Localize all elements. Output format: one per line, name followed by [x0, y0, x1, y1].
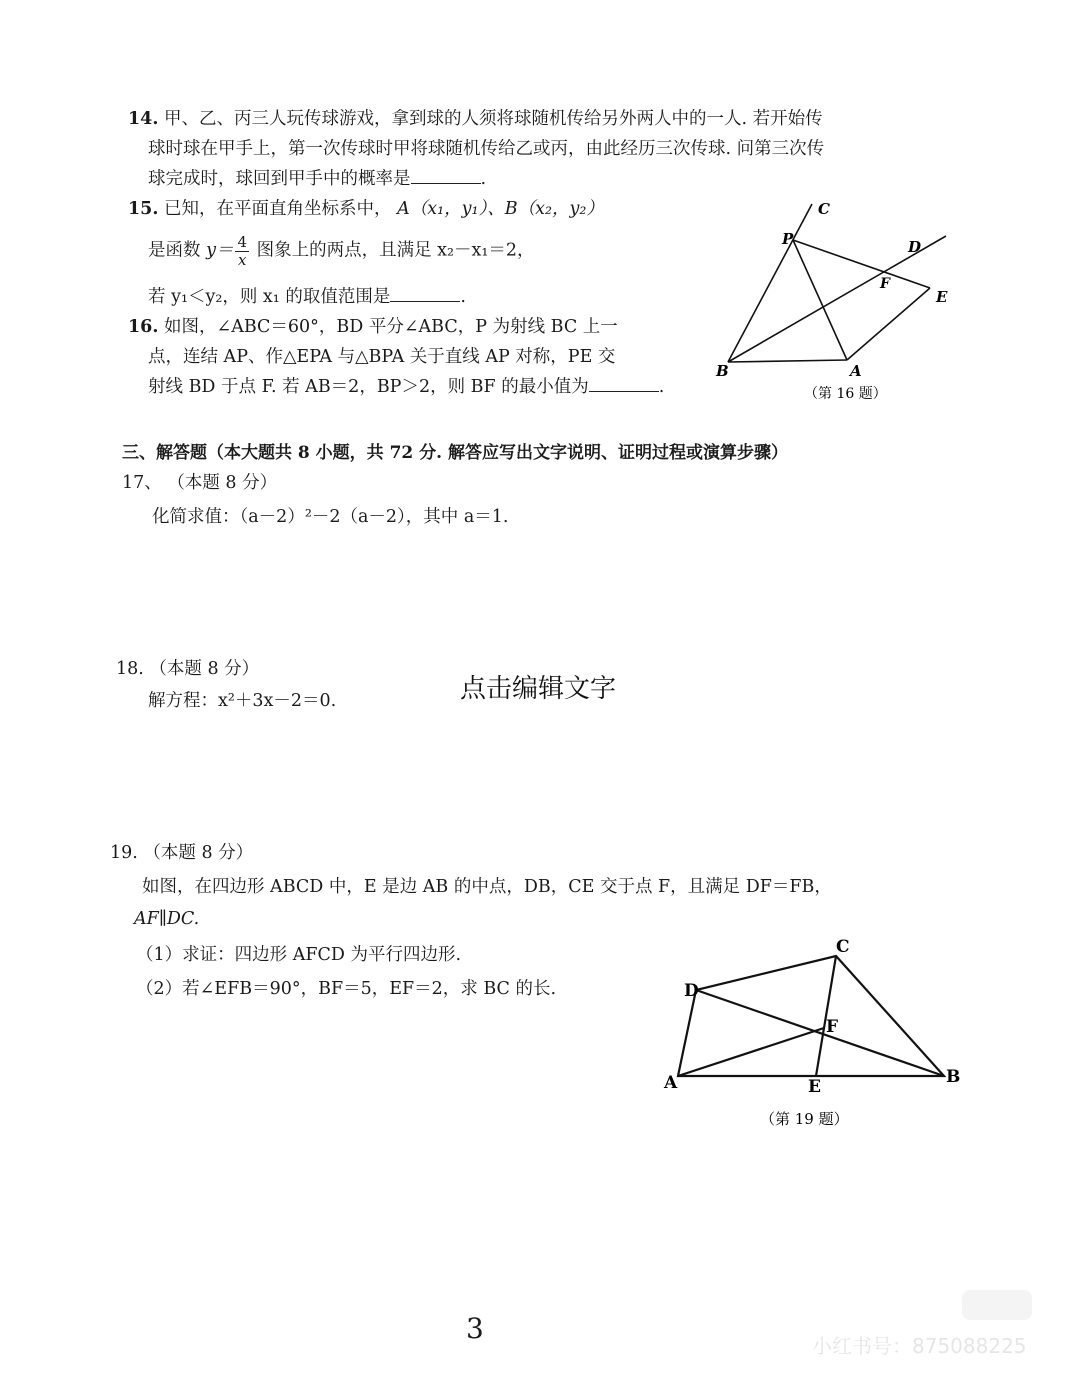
q15-text-1: 已知，在平面直角坐标系中， [164, 199, 392, 219]
q14-text-3: 球完成时，球回到甲手中的概率是 [148, 169, 411, 189]
q15-line1 [128, 198, 604, 222]
q15-period: . [460, 287, 466, 307]
q15-points: A（x₁，y₁）、B（x₂，y₂） [397, 199, 604, 219]
fig16-caption: （第 16 题） [804, 386, 887, 402]
q16-line2: 点，连结 AP、作△EPA 与△BPA 关于直线 AP 对称，PE 交 [148, 347, 616, 367]
fig19-label-a: A [664, 1073, 678, 1093]
figure-16 [700, 190, 960, 410]
fig16-seg-pa [793, 240, 847, 360]
q16-line1 [128, 316, 618, 340]
q14-answer-blank [411, 169, 481, 184]
fig19-seg-af [678, 1028, 824, 1076]
q15-text-2b: 图象上的两点，且满足 x₂－x₁＝2， [256, 240, 535, 261]
q19-part2: （2）若∠EFB＝90°，BF＝5，EF＝2，求 BC 的长. [136, 979, 557, 999]
q19-score: （本题 8 分） [143, 843, 254, 863]
q15-frac-num: 4 [237, 233, 248, 251]
fig19-seg-ce [816, 956, 839, 1076]
q15-fraction [235, 234, 249, 268]
q16-answer-blank [589, 377, 659, 392]
watermark-text: 小红书号：875088225 [812, 1334, 1027, 1358]
fig19-label-f: F [826, 1017, 839, 1037]
q16-line3 [148, 376, 664, 400]
fig19-label-c: C [836, 937, 850, 957]
q17-score: （本题 8 分） [167, 473, 278, 493]
fig16-label-c: C [818, 200, 830, 218]
section3-title: 三、解答题（本大题共 8 小题，共 72 分. 解答应写出文字说明、证明过程或演算步骤） [122, 443, 788, 463]
q16-text-1: 如图，∠ABC＝60°，BD 平分∠ABC，P 为射线 BC 上一 [164, 317, 618, 337]
q19-header [110, 842, 253, 866]
q16-text-3: 射线 BD 于点 F. 若 AB＝2，BP＞2，则 BF 的最小值为 [148, 377, 589, 397]
fig19-seg-db [696, 990, 944, 1076]
q15-text-2a: 是函数 [148, 240, 201, 261]
q14-line1 [128, 108, 823, 132]
fig19-label-b: B [946, 1067, 961, 1087]
q15-line3 [148, 286, 466, 310]
figure-19 [660, 930, 970, 1140]
fig16-seg-ba [728, 360, 847, 362]
q19-part1: （1）求证：四边形 AFCD 为平行四边形. [136, 945, 462, 965]
q17-number: 17、 [122, 473, 162, 493]
fig16-label-p: P [782, 230, 794, 248]
fig16-label-f: F [880, 276, 890, 292]
q19-line1: 如图，在四边形 ABCD 中，E 是边 AB 的中点，DB，CE 交于点 F，且满足 DF＝FB， [142, 877, 832, 897]
watermark-logo-icon [962, 1290, 1032, 1320]
q19-line2: AF∥DC. [134, 909, 200, 929]
fig19-caption: （第 19 题） [760, 1110, 849, 1128]
page-number: 3 [466, 1312, 484, 1345]
q15-func-y: y＝ [206, 240, 234, 261]
q14-period: . [480, 169, 487, 189]
edit-text-overlay[interactable]: 点击编辑文字 [460, 674, 617, 704]
fig19-label-d: D [684, 981, 699, 1001]
fig16-label-e: E [936, 288, 948, 306]
q17-text: 化简求值：（a－2）²－2（a－2），其中 a＝1. [152, 507, 509, 527]
q14-line2: 球时球在甲手上，第一次传球时甲将球随机传给乙或丙，由此经历三次传球. 问第三次传 [148, 139, 825, 159]
q14-text-1: 甲、乙、丙三人玩传球游戏，拿到球的人须将球随机传给另外两人中的一人. 若开始传 [164, 109, 823, 129]
q15-line2 [148, 234, 535, 268]
fig19-label-e: E [808, 1077, 821, 1097]
q18-number: 18. [116, 659, 144, 679]
q15-text-3: 若 y₁＜y₂，则 x₁ 的取值范围是 [148, 287, 391, 307]
fig16-label-a: A [850, 362, 862, 380]
fig16-seg-ae [847, 288, 930, 360]
q17-header [122, 472, 277, 496]
q18-text: 解方程：x²＋3x－2＝0. [148, 691, 337, 711]
fig19-quadrilateral [678, 956, 944, 1076]
q18-score: （本题 8 分） [149, 659, 260, 679]
q14-number: 14. [128, 109, 159, 129]
fig16-label-d: D [908, 238, 922, 256]
q18-header [116, 658, 259, 682]
q15-frac-den: x [238, 250, 247, 269]
q16-period: . [658, 377, 665, 397]
q14-line3 [148, 168, 486, 192]
q19-number: 19. [110, 843, 138, 863]
fig16-label-b: B [716, 362, 729, 380]
q15-answer-blank [390, 287, 460, 302]
q16-number: 16. [128, 317, 159, 337]
q15-number: 15. [128, 199, 159, 219]
